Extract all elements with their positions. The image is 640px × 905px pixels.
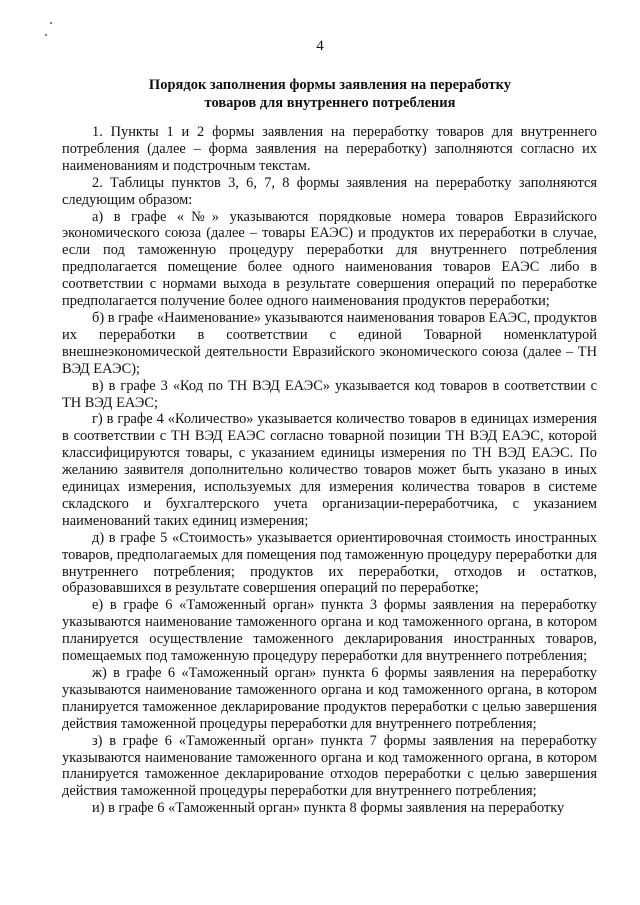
- page-number: 4: [316, 38, 324, 54]
- paragraph: б) в графе «Наименование» указываются наименования товаров ЕАЭС, продуктов их переработки в соответствии с единой Товарной номенклатурой внешнеэкономической деятельности Евразийского экономического союза (далее – ТН ВЭД ЕАЭС);: [62, 309, 597, 377]
- paragraph: 2. Таблицы пунктов 3, 6, 7, 8 формы заявления на переработку заполняются следующим образом:: [62, 174, 597, 208]
- paragraph: д) в графе 5 «Стоимость» указывается ориентировочная стоимость иностранных товаров, предполагаемых для помещения под таможенную процедуру переработки для внутреннего потребления; продуктов их переработки, отходов и остатков, образовавшихся в результате совершения операций по переработке;: [62, 529, 597, 597]
- paragraph: з) в графе 6 «Таможенный орган» пункта 7 формы заявления на переработку указываются наименование таможенного органа и код таможенного органа, в котором планируется таможенное декларирование отходов переработки с целью завершения действия таможенной процедуры переработки для внутреннего потребления;: [62, 732, 597, 800]
- document-title-line: товаров для внутреннего потребления: [204, 95, 456, 111]
- paragraph: в) в графе 3 «Код по ТН ВЭД ЕАЭС» указывается код товаров в соответствии с ТН ВЭД ЕАЭС;: [62, 377, 597, 411]
- paragraph: г) в графе 4 «Количество» указывается количество товаров в единицах измерения в соответствии с ТН ВЭД ЕАЭС согласно товарной позиции ТН ВЭД ЕАЭС, которой классифицируются товары, с указанием единицы измерения по ТН ВЭД ЕАЭС. По желанию заявителя дополнительно количество товаров может быть указано в иных единицах измерения, используемых для измерения количества товаров в системе складского и бухгалтерского учета организации-переработчика, с указанием наименований таких единиц измерения;: [62, 411, 597, 529]
- scan-speck: [50, 22, 52, 24]
- document-title: [60, 76, 600, 112]
- paragraph: ж) в графе 6 «Таможенный орган» пункта 6 формы заявления на переработку указываются наименование таможенного органа и код таможенного органа, в котором планируется таможенное декларирование продуктов переработки с целью завершения действия таможенной процедуры переработки для внутреннего потребления;: [62, 665, 597, 732]
- paragraph: 1. Пункты 1 и 2 формы заявления на переработку товаров для внутреннего потребления (далее – форма заявления на переработку) заполняются согласно их наименованиям и подстрочным текстам.: [62, 124, 597, 174]
- document-body: [62, 124, 597, 817]
- paragraph: е) в графе 6 «Таможенный орган» пункта 3 формы заявления на переработку указываются наименование таможенного органа и код таможенного органа, в котором планируется осуществление таможенного декларирования иностранных товаров, помещаемых под таможенную процедуру переработки для внутреннего потребления;: [62, 597, 597, 665]
- paragraph: а) в графе «№» указываются порядковые номера товаров Евразийского экономического союза (далее – товары ЕАЭС) и продуктов их переработки в случае, если под таможенную процедуру переработки для внутреннего потребления предполагается помещение более одного наименования товаров ЕАЭС либо в соответствии с нормами выхода в результате совершения операций по переработке предполагается получение более одного наименования продуктов переработки;: [62, 208, 597, 310]
- document-title-line: Порядок заполнения формы заявления на переработку: [148, 77, 512, 93]
- paragraph: и) в графе 6 «Таможенный орган» пункта 8 формы заявления на переработку: [92, 800, 565, 817]
- scan-speck: [45, 34, 47, 36]
